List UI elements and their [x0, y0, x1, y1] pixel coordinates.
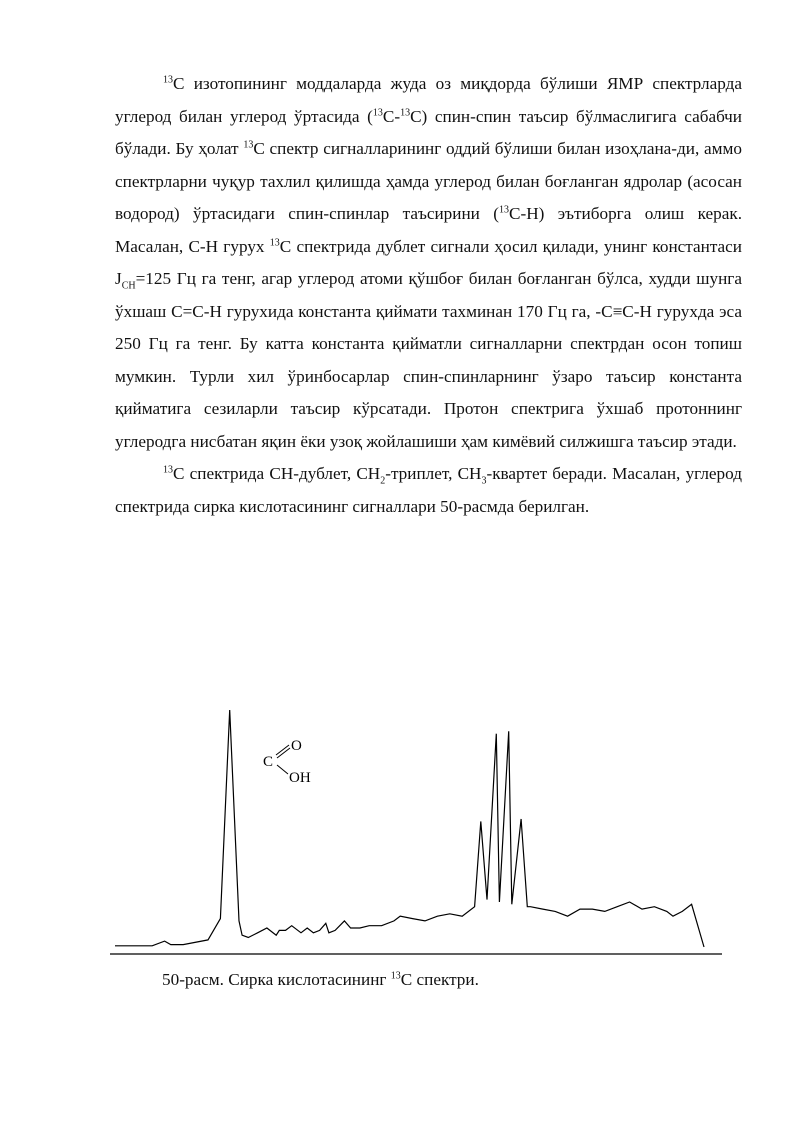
- superscript: 13: [499, 204, 510, 216]
- single-bond-line: [277, 765, 288, 774]
- superscript: 13: [243, 139, 254, 151]
- spectrum-trace: [115, 710, 704, 947]
- paragraph-text: -триплет, CH: [385, 464, 482, 483]
- paragraph-text: C спектр сигналларининг оддий бўлиши билан изоҳлана-ди, аммо спектрларни чуқур тахлил қилишда ҳамда углерод билан боғланган ядролар (асосан водород) ўртасидаги спин-спинлар таъсирини (: [115, 139, 742, 223]
- caption-text: C спектри.: [400, 970, 479, 989]
- oxygen-label: O: [291, 738, 302, 754]
- hydroxyl-label: OH: [289, 770, 311, 786]
- body-text: [115, 68, 742, 523]
- paragraph-2: [115, 458, 742, 523]
- spectrum-figure: [110, 700, 730, 970]
- superscript: 13: [163, 74, 173, 86]
- superscript: 13: [163, 464, 173, 476]
- paragraph-text: C спектрида дублет сигнали ҳосил қилади, унинг константаси J: [115, 236, 742, 288]
- subscript: 2: [380, 475, 386, 487]
- paragraph-text: =125 Гц га тенг, агар углерод атоми қўшбоғ билан боғланган бўлса, худди шунга ўхшаш C=C-H гурухида константа қиймати тахминан 170 Гц га, -C≡C-H гурухда эса 250 Гц га тенг. Бу катта константа қийматли сигналларни спектрдан осон топиш мумкин. Турли хил ўринбосарлар спин-спинларнинг ўзаро таъсир константа қийматига сезиларли таъсир кўрсатади. Протон спектрига ўхшаб протоннинг углеродга нисбатан яқин ёки узоқ жойлашиши ҳам кимёвий силжишга таъсир этади.: [115, 269, 742, 451]
- paragraph-text: -квартет беради. Масалан, углерод спектрида сирка кислотасининг сигналлари 50-расмда берилган.: [115, 464, 742, 516]
- spectrum-chart: [110, 700, 730, 970]
- paragraph-text: C-: [382, 106, 401, 126]
- paragraph-text: C изотопининг моддаларда жуда оз миқдорда бўлиши ЯМР спектрларда углерод билан углерод ўртасида (: [115, 74, 742, 126]
- paragraph-text: C) спин-спин таъсир бўлмаслигига сабабчи бўлади. Бу ҳолат: [115, 106, 743, 158]
- paragraph-1: [115, 68, 742, 458]
- carboxyl-structure-diagram: [263, 738, 311, 786]
- figure-caption: [162, 968, 479, 992]
- carbon-label: C: [263, 754, 274, 770]
- paragraph-text: C спектрида CH-дублет, CH: [173, 464, 381, 483]
- superscript: 13: [269, 236, 280, 248]
- superscript: 13: [372, 106, 383, 118]
- subscript: 3: [481, 475, 487, 487]
- subscript: CH: [121, 280, 136, 292]
- superscript: 13: [390, 970, 401, 982]
- paragraph-text: C-H) эътиборга олиш керак. Масалан, C-H гурух: [115, 204, 742, 256]
- caption-text: 50-расм. Сирка кислотасининг: [162, 970, 391, 989]
- superscript: 13: [400, 106, 411, 118]
